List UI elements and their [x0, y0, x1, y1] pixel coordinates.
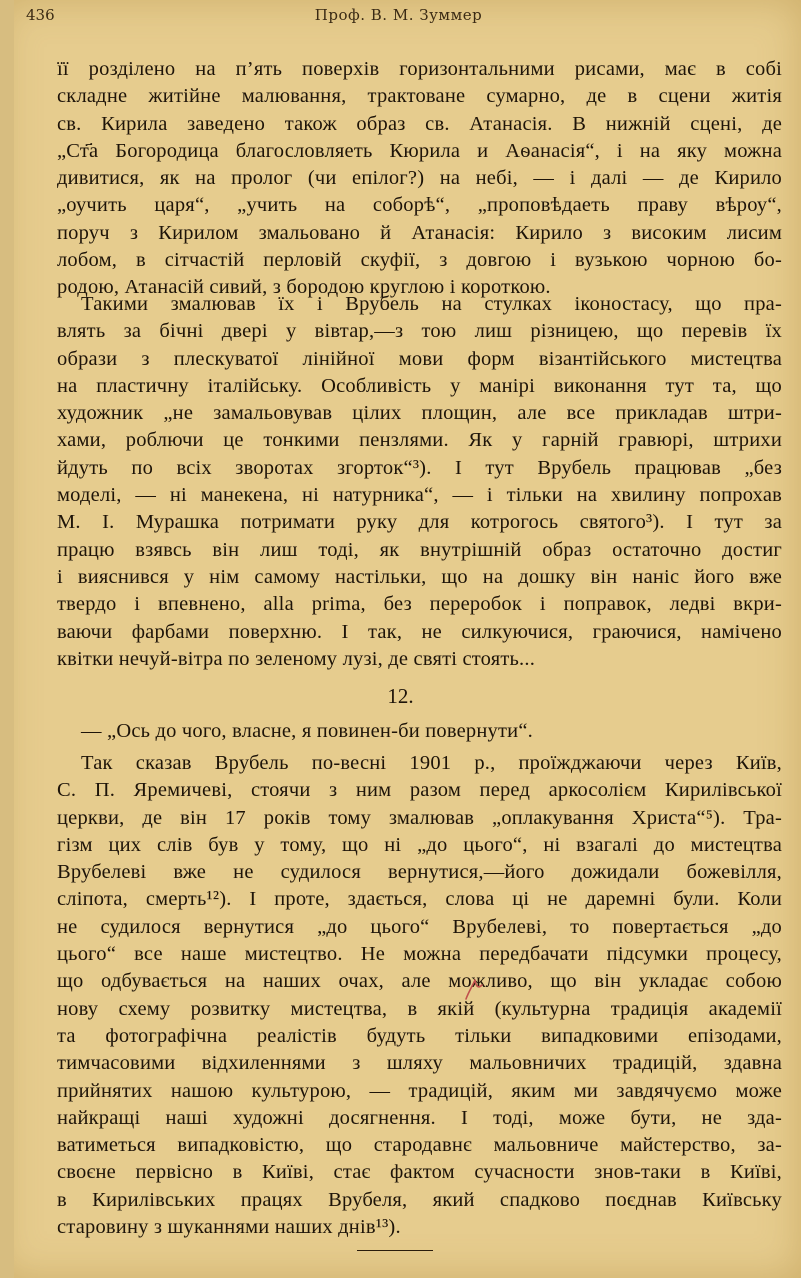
text-line: моделі, — ні манекена, ні натурника“, — і тільки на хвилину попрохав [57, 484, 782, 507]
text-line: С. П. Яремичеві, стоячи з ним разом перед аркосолієм Кирилівської [57, 779, 782, 802]
text-line: складне житійне малювання, трактоване сумарно, де в сцени житія [57, 85, 782, 108]
text-line: хами, роблючи це тонкими пензлями. Як у гарній гравюрі, штрихи [57, 429, 782, 452]
closing-rule [357, 1250, 433, 1251]
page-number: 436 [26, 6, 55, 24]
text-line: художник „не замальовував цілих площин, але все прикладав штри- [57, 402, 782, 425]
text-line: М. І. Мурашка потримати руку для котрогось святого³). І тут за [57, 511, 782, 534]
text-line: на пластичну італійську. Особливість у манірі виконання тут та, що [57, 374, 782, 397]
text-line: Так сказав Врубель по-весні 1901 р., проїжджаючи через Київ, [81, 752, 782, 774]
text-line: св. Кирила заведено також образ св. Атанасія. В нижній сцені, де [57, 112, 782, 135]
text-line: ваючи фарбами поверхню. І так, не силкуючися, граючися, намічено [57, 620, 782, 643]
text-line: не судилося вернутися „до цього“ Врубелеві, то повертається „до [57, 915, 782, 938]
text-line: цього“ все наше мистецтво. Не можна передбачати підсумки процесу, [57, 943, 782, 966]
text-line: сліпота, смерть¹²). І проте, здається, слова ці не даремні були. Коли [57, 888, 782, 911]
text-line: гізм цих слів був у тому, що ні „до цього“, ні взагалі до мистецтва [57, 833, 782, 856]
paragraph-2 [57, 291, 782, 673]
text-line: поруч з Кирилом змальовано й Атанасія: Кирило з високим лисим [57, 221, 782, 244]
text-line: що одбувається на наших очах, але можливо, що він укладає собою [57, 970, 782, 993]
text-line: старовину з шуканнями наших днів¹³). [57, 1216, 401, 1239]
text-line: її розділено на п’ять поверхів горизонтальними рисами, має в собі [57, 58, 782, 80]
text-line: — „Ось до чого, власне, я повинен-би повернути“. [81, 720, 533, 742]
page-header [26, 6, 771, 26]
text-line: і вияснився у нім самому настільки, що на дошку він наніс його вже [57, 565, 782, 588]
text-line: влять за бічні двері у вівтар,—з тою лиш різницею, що перевів їх [57, 320, 782, 343]
text-line: найкращі наші художні досягнення. І тоді, може бути, не зда- [57, 1106, 782, 1129]
text-line: дивитися, як на пролог (чи епілог?) на небі, — і далі — де Кирило [57, 167, 782, 190]
text-line: та фотографічна реалістів будуть тільки випадковими епізодами, [57, 1024, 782, 1047]
text-line: квітки нечуй-вітра по зеленому лузі, де святі стоять... [57, 647, 536, 670]
text-line: йдуть по всіх зворотах згорток“³). І тут Врубель працював „без [57, 456, 782, 479]
paragraph-4 [57, 750, 782, 1241]
text-line: тимчасовими відхиленнями з шляху мальовничих традицій, здавна [57, 1052, 782, 1075]
text-line: нову схему розвитку мистецтва, в якій (культурна традиція академії [57, 997, 782, 1020]
pencil-correction-mark [463, 977, 485, 1003]
paragraph-3-quote [57, 718, 782, 745]
text-line: „оучить царя“, „учить на соборѣ“, „проповѣдаеть праву вѣроу“, [57, 194, 782, 217]
text-line: лобом, в сітчастій перловій скуфії, з довгою і вузькою чорною бо- [57, 249, 782, 272]
text-line: церкви, де він 17 років тому змалював „оплакування Христа“⁵). Тра- [57, 806, 782, 829]
section-number: 12. [387, 684, 414, 708]
text-line: Врубелеві вже не судилося вернутися,—його дожидали божевілля, [57, 861, 782, 884]
running-head: Проф. В. М. Зуммер [314, 6, 483, 24]
text-line: працю взявсь він лиш тоді, як внутрішній образ остаточно достиг [57, 538, 782, 561]
text-line: прийнятих нашою культурою, — традицій, яким ми завдячуємо може [57, 1079, 782, 1102]
text-line: своєне первісно в Київі, стає фактом сучасности знов-таки в Київі, [57, 1161, 782, 1184]
text-line: образи з плескуватої лінійної мови форм візантійського мистецтва [57, 347, 782, 370]
text-line: ватиметься випадковістю, що стародавнє мальовниче майстерство, за- [57, 1134, 782, 1157]
text-line: в Кирилівських працях Врубеля, який спадково поєднав Київську [57, 1188, 782, 1211]
paragraph-1 [57, 56, 782, 302]
text-line: родою, Атанасій сивий, з бородою круглою і короткою. [57, 276, 551, 299]
text-line: Такими змалював їх і Врубель на стулках іконостасу, що пра- [81, 293, 782, 315]
text-line: твердо і впевнено, alla prima, без переробок і поправок, ледві вкри- [57, 593, 782, 616]
page-edge [0, 0, 14, 1278]
text-line: „Ст҃а Богородица благословляеть Кюрила и Аѳанасія“, і на яку можна [57, 139, 782, 162]
